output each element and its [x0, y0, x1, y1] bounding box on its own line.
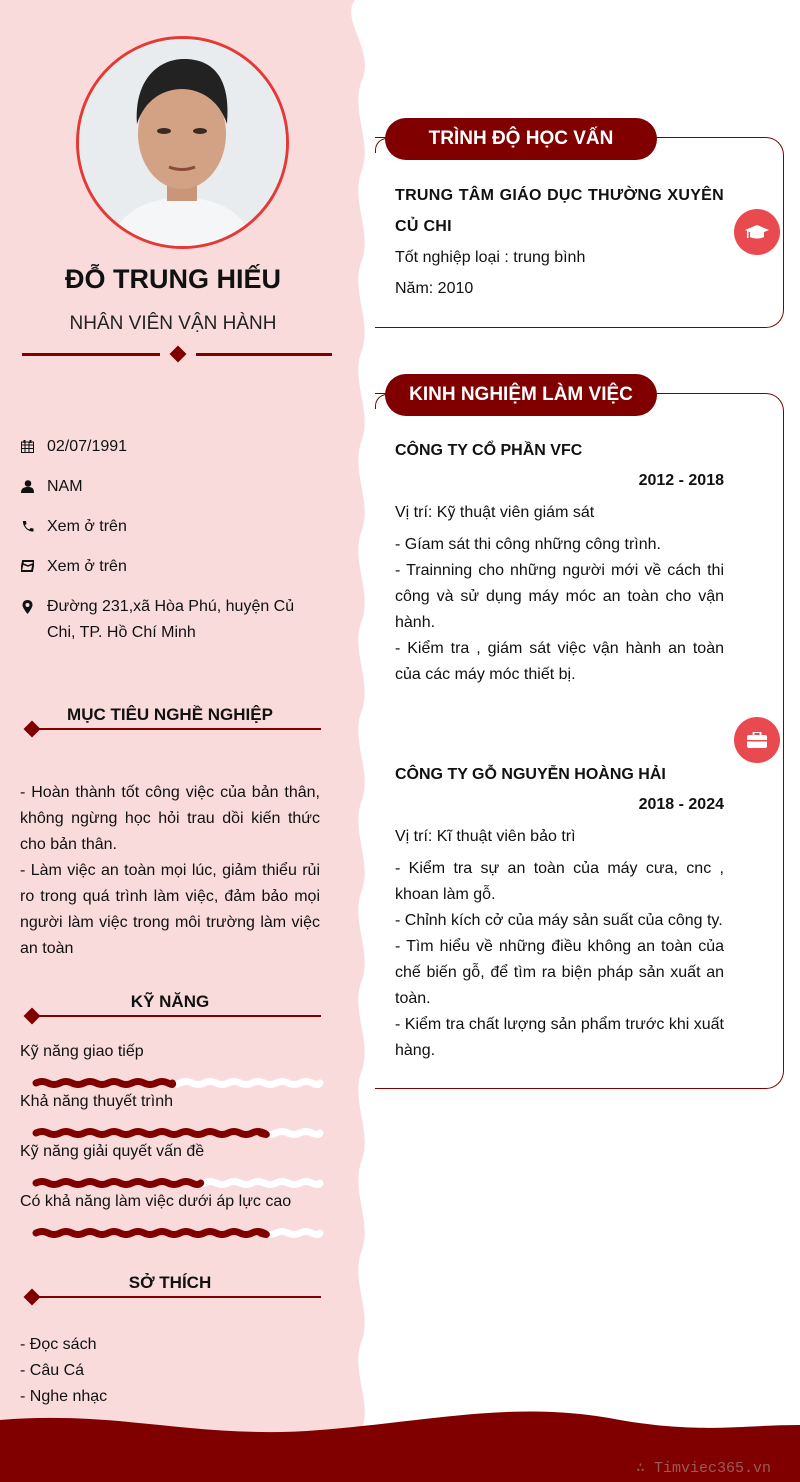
graduation-cap-icon [734, 209, 780, 255]
hobby-item: - Câu Cá [20, 1362, 85, 1379]
gender-text: NAM [47, 478, 83, 495]
skill-label: Kỹ năng giao tiếp [20, 1043, 144, 1060]
education-year: Năm: 2010 [395, 280, 474, 297]
job-position: Vị trí: Kĩ thuật viên bảo trì [395, 828, 576, 845]
info-email [20, 554, 300, 580]
phone-icon [20, 514, 34, 540]
education-grade: Tốt nghiệp loại : trung bình [395, 249, 586, 266]
job-details: - Gíam sát thi công những công trình. - Trainning cho những người mới về cách thi công và sử dụng máy móc an toàn cho vận hành. - Kiểm tra , giám sát việc vận hành an toàn của các máy móc thiết bị. [395, 536, 724, 683]
job-entry [395, 438, 724, 688]
avatar-image [79, 39, 286, 246]
hobby-item: - Nghe nhạc [20, 1388, 108, 1405]
skills-heading: KỸ NĂNG [130, 992, 210, 1011]
divider [196, 353, 332, 356]
briefcase-icon [734, 717, 780, 763]
skill-bar-fill [36, 1232, 266, 1235]
calendar-icon [20, 434, 34, 460]
heading-underline [32, 1296, 321, 1298]
profile-name: ĐỖ TRUNG HIẾU [65, 264, 281, 294]
company-name: CÔNG TY GỖ NGUYỄN HOÀNG HẢI [395, 766, 666, 783]
company-name: CÔNG TY CỔ PHẦN VFC [395, 442, 583, 459]
skill-level-bar [30, 1075, 330, 1091]
hobbies-list [20, 1332, 320, 1410]
objective-heading: MỤC TIÊU NGHỀ NGHIỆP [67, 705, 273, 724]
location-icon [20, 594, 34, 646]
education-heading: TRÌNH ĐỘ HỌC VẤN [385, 118, 657, 160]
profile-title: NHÂN VIÊN VẬN HÀNH [69, 313, 277, 334]
email-icon [20, 554, 34, 580]
user-icon [20, 474, 34, 500]
info-birthdate [20, 434, 300, 460]
info-gender [20, 474, 300, 500]
job-period: 2018 - 2024 [638, 796, 724, 813]
info-phone [20, 514, 300, 540]
skill-bar-fill [36, 1182, 201, 1185]
hobbies-heading: SỞ THÍCH [128, 1273, 212, 1292]
heading-underline [32, 728, 321, 730]
skill-label: Khả năng thuyết trình [20, 1093, 173, 1110]
skill-level-bar [30, 1175, 330, 1191]
skill-level-bar [30, 1125, 330, 1141]
phone-text: Xem ở trên [47, 518, 127, 535]
skill-level-bar [30, 1225, 330, 1241]
address-text: Đường 231,xã Hòa Phú, huyện Củ Chi, TP. Hồ Chí Minh [47, 598, 295, 641]
job-position: Vị trí: Kỹ thuật viên giám sát [395, 504, 595, 521]
skill-label: Kỹ năng giải quyết vấn đề [20, 1143, 205, 1160]
job-details: - Kiểm tra sự an toàn của máy cưa, cnc , khoan làm gỗ. - Chỉnh kích cở của máy sản suất của công ty. - Tìm hiểu về những điều không an toàn của chế biến gỗ, để tìm ra biện pháp sản xuất an toàn. - Kiểm tra chất lượng sản phẩm trước khi xuất hàng. [395, 860, 724, 1059]
school-name: TRUNG TÂM GIÁO DỤC THƯỜNG XUYÊN CỦ CHI [395, 187, 724, 235]
experience-heading: KINH NGHIỆM LÀM VIỆC [385, 374, 657, 416]
birthdate-text: 02/07/1991 [47, 438, 128, 455]
divider [22, 353, 160, 356]
hobby-item: - Đọc sách [20, 1336, 97, 1353]
skill-label: Có khả năng làm việc dưới áp lực cao [20, 1193, 292, 1210]
profile-photo [76, 36, 289, 249]
email-text: Xem ở trên [47, 558, 127, 575]
objective-text: - Hoàn thành tốt công việc của bản thân, không ngừng học hỏi trau dồi kiến thức cho bản thân. - Làm việc an toàn mọi lúc, giảm thiểu rủi ro trong quá trình làm việc, đảm bảo mọi người làm việc trong môi trường làm việc an toàn [20, 784, 320, 957]
job-entry [395, 762, 724, 1064]
skill-bar-fill [36, 1082, 173, 1085]
skill-bar-fill [36, 1132, 266, 1135]
info-address [20, 594, 300, 646]
education-content [395, 180, 724, 304]
heading-underline [32, 1015, 321, 1017]
watermark: ∴ Timviec365.vn [636, 1460, 772, 1477]
job-period: 2012 - 2018 [638, 472, 724, 489]
